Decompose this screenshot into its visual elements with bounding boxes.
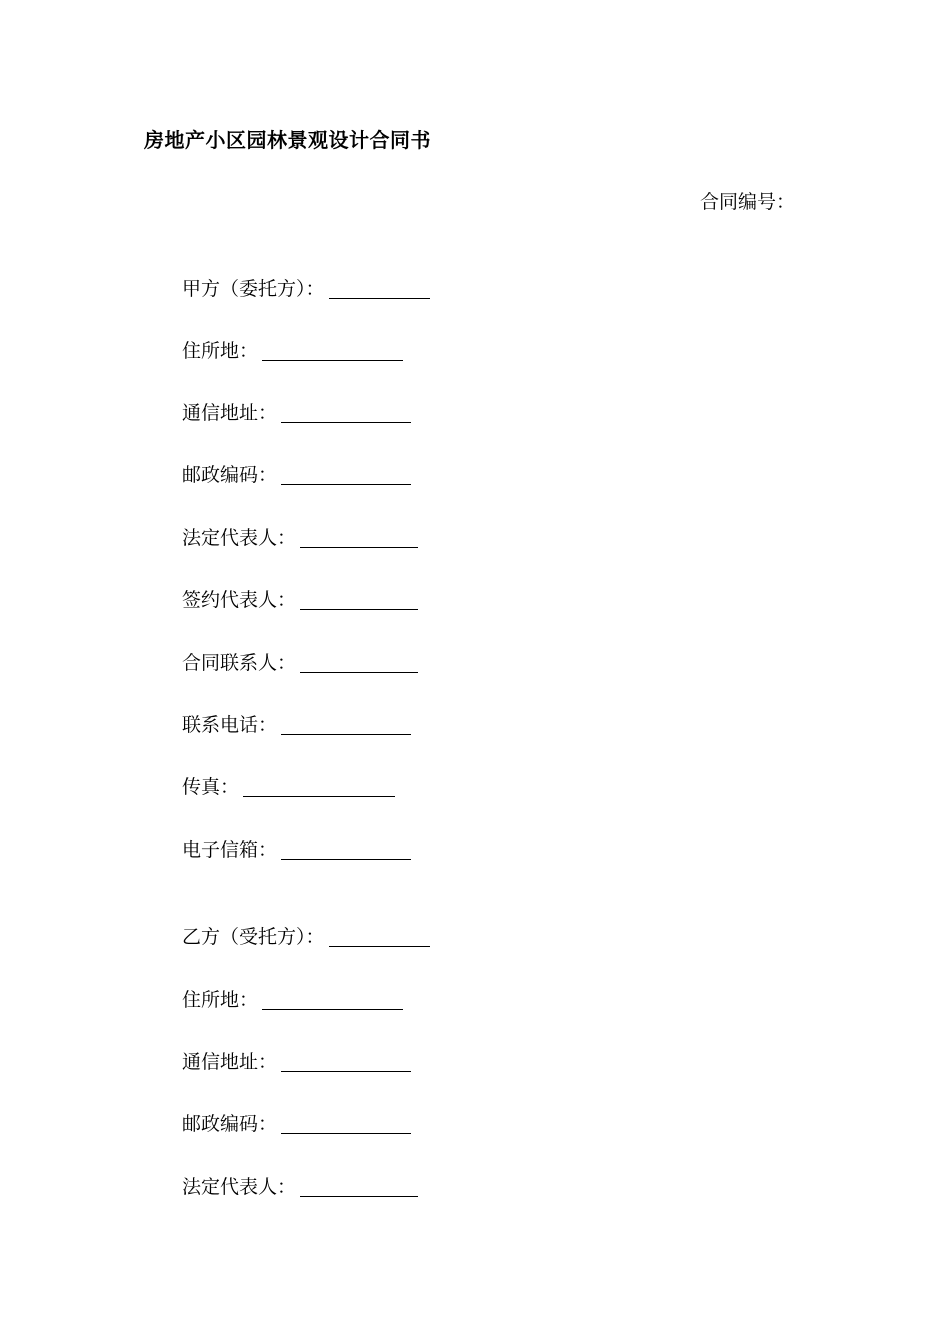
party-b-postal-code-row	[182, 1110, 411, 1136]
party-a-email-blank[interactable]	[281, 841, 411, 860]
party-a-phone-label: 联系电话：	[182, 714, 278, 736]
party-a-residence-row	[182, 337, 403, 363]
party-b-heading: 乙方（受托方）：	[182, 926, 325, 948]
party-a-postal-code-label: 邮政编码：	[182, 464, 278, 486]
party-a-phone-blank[interactable]	[281, 716, 411, 735]
party-b-residence-label: 住所地：	[182, 989, 259, 1011]
party-b-mailing-address-label: 通信地址：	[182, 1051, 278, 1073]
party-b-postal-code-blank[interactable]	[281, 1115, 411, 1134]
party-a-mailing-address-row	[182, 399, 411, 425]
party-b-heading-row	[182, 923, 430, 949]
party-b-residence-blank[interactable]	[262, 991, 403, 1010]
party-a-residence-label: 住所地：	[182, 340, 259, 362]
party-a-signing-rep-label: 签约代表人：	[182, 589, 297, 611]
party-a-phone-row	[182, 711, 411, 737]
party-a-legal-rep-blank[interactable]	[300, 529, 418, 548]
party-a-mailing-address-label: 通信地址：	[182, 402, 278, 424]
party-a-contact-person-row	[182, 649, 418, 675]
party-a-legal-rep-row	[182, 524, 418, 550]
party-a-email-row	[182, 836, 411, 862]
contract-number-label: 合同编号：	[699, 191, 795, 213]
party-b-name-blank[interactable]	[329, 928, 430, 947]
party-a-mailing-address-blank[interactable]	[281, 404, 411, 423]
party-b-legal-rep-row	[182, 1173, 418, 1199]
party-a-contact-person-label: 合同联系人：	[182, 652, 297, 674]
party-b-legal-rep-label: 法定代表人：	[182, 1176, 297, 1198]
party-a-signing-rep-row	[182, 586, 418, 612]
party-a-fax-label: 传真：	[182, 776, 240, 798]
party-a-legal-rep-label: 法定代表人：	[182, 527, 297, 549]
party-a-fax-blank[interactable]	[243, 778, 395, 797]
party-a-postal-code-blank[interactable]	[281, 466, 411, 485]
party-a-fax-row	[182, 773, 395, 799]
party-b-legal-rep-blank[interactable]	[300, 1178, 418, 1197]
party-b-mailing-address-row	[182, 1048, 411, 1074]
party-a-contact-person-blank[interactable]	[300, 654, 418, 673]
party-a-postal-code-row	[182, 461, 411, 487]
document-title: 房地产小区园林景观设计合同书	[144, 128, 431, 152]
party-b-postal-code-label: 邮政编码：	[182, 1113, 278, 1135]
party-b-mailing-address-blank[interactable]	[281, 1053, 411, 1072]
party-a-signing-rep-blank[interactable]	[300, 591, 418, 610]
party-b-residence-row	[182, 986, 403, 1012]
party-a-residence-blank[interactable]	[262, 342, 403, 361]
party-a-name-blank[interactable]	[329, 280, 430, 299]
party-a-heading-row	[182, 275, 430, 301]
party-a-email-label: 电子信箱：	[182, 839, 278, 861]
party-a-heading: 甲方（委托方）：	[182, 278, 325, 300]
